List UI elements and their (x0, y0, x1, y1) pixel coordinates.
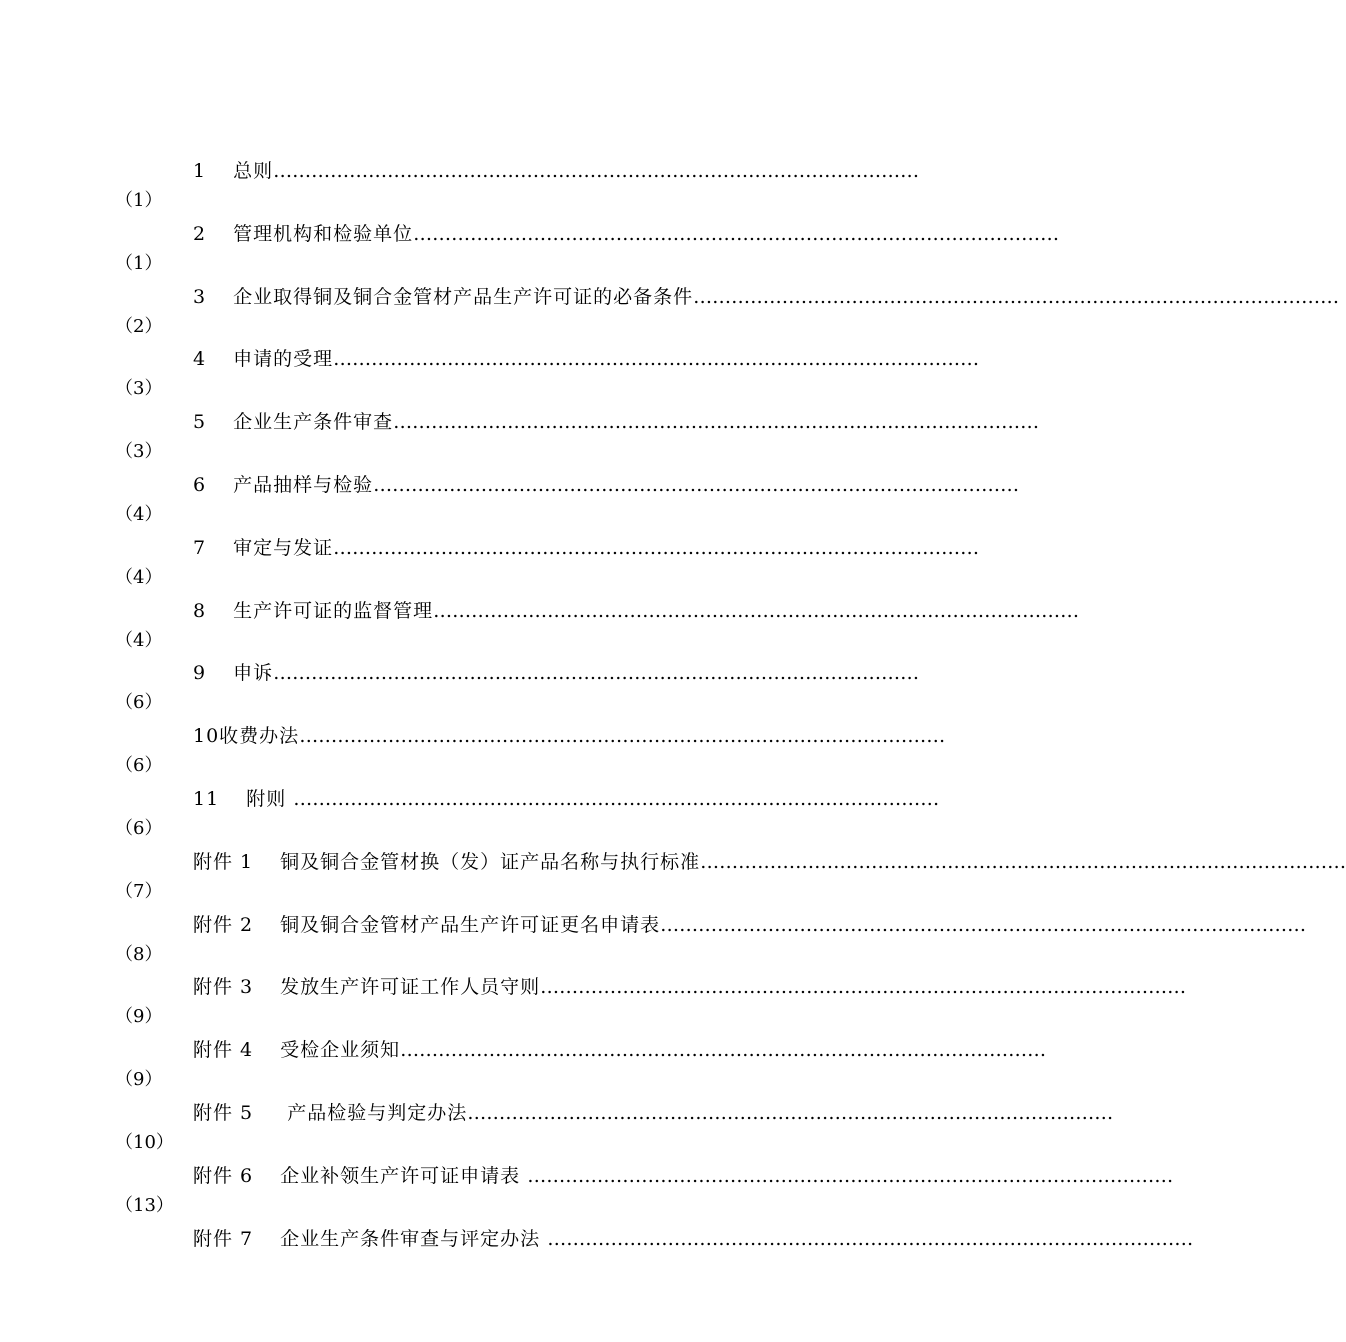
toc-entry-line (193, 472, 1020, 498)
toc-entry[interactable] (0, 912, 1307, 975)
toc-entry-title: 附件 2 铜及铜合金管材产品生产许可证更名申请表 (193, 914, 661, 936)
toc-dot-leader: ………………………………………………………………………………………… (333, 537, 980, 559)
toc-page-number: （8） (115, 944, 163, 965)
toc-entry[interactable] (0, 284, 1340, 347)
toc-entry-line (193, 158, 920, 184)
toc-entry-line (193, 1037, 1047, 1063)
toc-entry[interactable] (0, 974, 1187, 1037)
toc-entry[interactable] (0, 1163, 1174, 1226)
toc-dot-leader: ………………………………………………………………………………………… (660, 914, 1307, 936)
toc-entry[interactable] (0, 786, 950, 849)
toc-page-number: （1） (115, 253, 163, 274)
toc-dot-leader: ………………………………………………………………………………………… (400, 1039, 1047, 1061)
toc-entry[interactable] (0, 1100, 1114, 1163)
toc-entry-line (193, 1163, 1174, 1189)
toc-dot-leader: ………………………………………………………………………………………… (433, 600, 1080, 622)
toc-page-number: （13） (115, 1195, 174, 1216)
toc-dot-leader: ………………………………………………………………………………………… (413, 223, 1060, 245)
toc-dot-leader: ………………………………………………………………………………………… (373, 474, 1020, 496)
toc-entry-line (193, 221, 1060, 247)
toc-entry-line (193, 535, 980, 561)
toc-entry-line (193, 660, 920, 686)
toc-page-number: （3） (115, 378, 163, 399)
toc-dot-leader: ………………………………………………………………………………………… (299, 725, 946, 747)
toc-page-number: （2） (115, 316, 163, 337)
toc-entry-title: 4 申请的受理 (193, 348, 334, 370)
toc-page-number: （3） (115, 441, 163, 462)
toc-entry[interactable] (0, 723, 950, 786)
toc-entry-title: 8 生产许可证的监督管理 (193, 600, 434, 622)
toc-page-number: （4） (115, 567, 163, 588)
toc-dot-leader: ………………………………………………………………………………………… (293, 788, 940, 810)
toc-page-number: （6） (115, 692, 163, 713)
toc-entry[interactable] (0, 472, 1020, 535)
toc-entry-line (193, 723, 946, 749)
toc-entry-title: 附件 3 发放生产许可证工作人员守则 (193, 976, 541, 998)
toc-entry[interactable] (0, 409, 1040, 472)
toc-entry[interactable] (0, 221, 1060, 284)
toc-entry-title: 1 总则 (193, 160, 274, 182)
toc-entry[interactable] (0, 660, 950, 723)
toc-entry[interactable] (0, 158, 950, 221)
toc-entry-line (193, 1100, 1114, 1126)
toc-entry-line (193, 1226, 1194, 1252)
toc-page-number: （6） (115, 755, 163, 776)
toc-dot-leader: ………………………………………………………………………………………… (700, 851, 1346, 873)
toc-page-number: （9） (115, 1069, 163, 1090)
toc-entry-title: 5 企业生产条件审查 (193, 411, 394, 433)
toc-entry-title: 附件 1 铜及铜合金管材换（发）证产品名称与执行标准 (193, 851, 701, 873)
toc-dot-leader: ………………………………………………………………………………………… (273, 160, 920, 182)
toc-dot-leader: ………………………………………………………………………………………… (273, 662, 920, 684)
toc-entry-title: 10收费办法 (193, 725, 300, 747)
toc-dot-leader: ………………………………………………………………………………………… (393, 411, 1040, 433)
toc-page-number: （4） (115, 630, 163, 651)
toc-entry-title: 11 附则 (193, 788, 294, 810)
toc-entry[interactable] (0, 1226, 1194, 1289)
toc-entry[interactable] (0, 849, 1346, 912)
toc-entry-line (193, 849, 1346, 875)
toc-entry-line (193, 598, 1080, 624)
toc-entry[interactable] (0, 598, 1080, 661)
toc-dot-leader: ………………………………………………………………………………………… (547, 1228, 1194, 1250)
toc-page-number: （7） (115, 881, 163, 902)
toc-entry-title: 7 审定与发证 (193, 537, 334, 559)
toc-dot-leader: ………………………………………………………………………………………… (540, 976, 1187, 998)
toc-entry-title: 附件 5 产品检验与判定办法 (193, 1102, 468, 1124)
toc-dot-leader: ………………………………………………………………………………………… (527, 1165, 1174, 1187)
toc-entry-title: 6 产品抽样与检验 (193, 474, 374, 496)
toc-entry[interactable] (0, 1037, 1047, 1100)
toc-entry[interactable] (0, 346, 980, 409)
toc-dot-leader: ………………………………………………………………………………………… (693, 286, 1340, 308)
toc-dot-leader: ………………………………………………………………………………………… (467, 1102, 1114, 1124)
toc-entry-title: 附件 6 企业补领生产许可证申请表 (193, 1165, 528, 1187)
toc-entry-line (193, 786, 940, 812)
toc-entry-line (193, 409, 1040, 435)
toc-page-number: （1） (115, 190, 163, 211)
toc-page-number: （6） (115, 818, 163, 839)
toc-page-number: （4） (115, 504, 163, 525)
toc-entry-line (193, 284, 1340, 310)
toc-entry-line (193, 974, 1187, 1000)
toc-entry-title: 9 申诉 (193, 662, 274, 684)
toc-page-number: （9） (115, 1006, 163, 1027)
toc-entry-title: 3 企业取得铜及铜合金管材产品生产许可证的必备条件 (193, 286, 694, 308)
toc-entry-title: 附件 7 企业生产条件审查与评定办法 (193, 1228, 548, 1250)
toc-page-number: （10） (115, 1132, 174, 1153)
toc-entry[interactable] (0, 535, 980, 598)
toc-entry-line (193, 346, 980, 372)
toc-entry-title: 附件 4 受检企业须知 (193, 1039, 401, 1061)
toc-entry-line (193, 912, 1307, 938)
toc-dot-leader: ………………………………………………………………………………………… (333, 348, 980, 370)
toc-entry-title: 2 管理机构和检验单位 (193, 223, 414, 245)
